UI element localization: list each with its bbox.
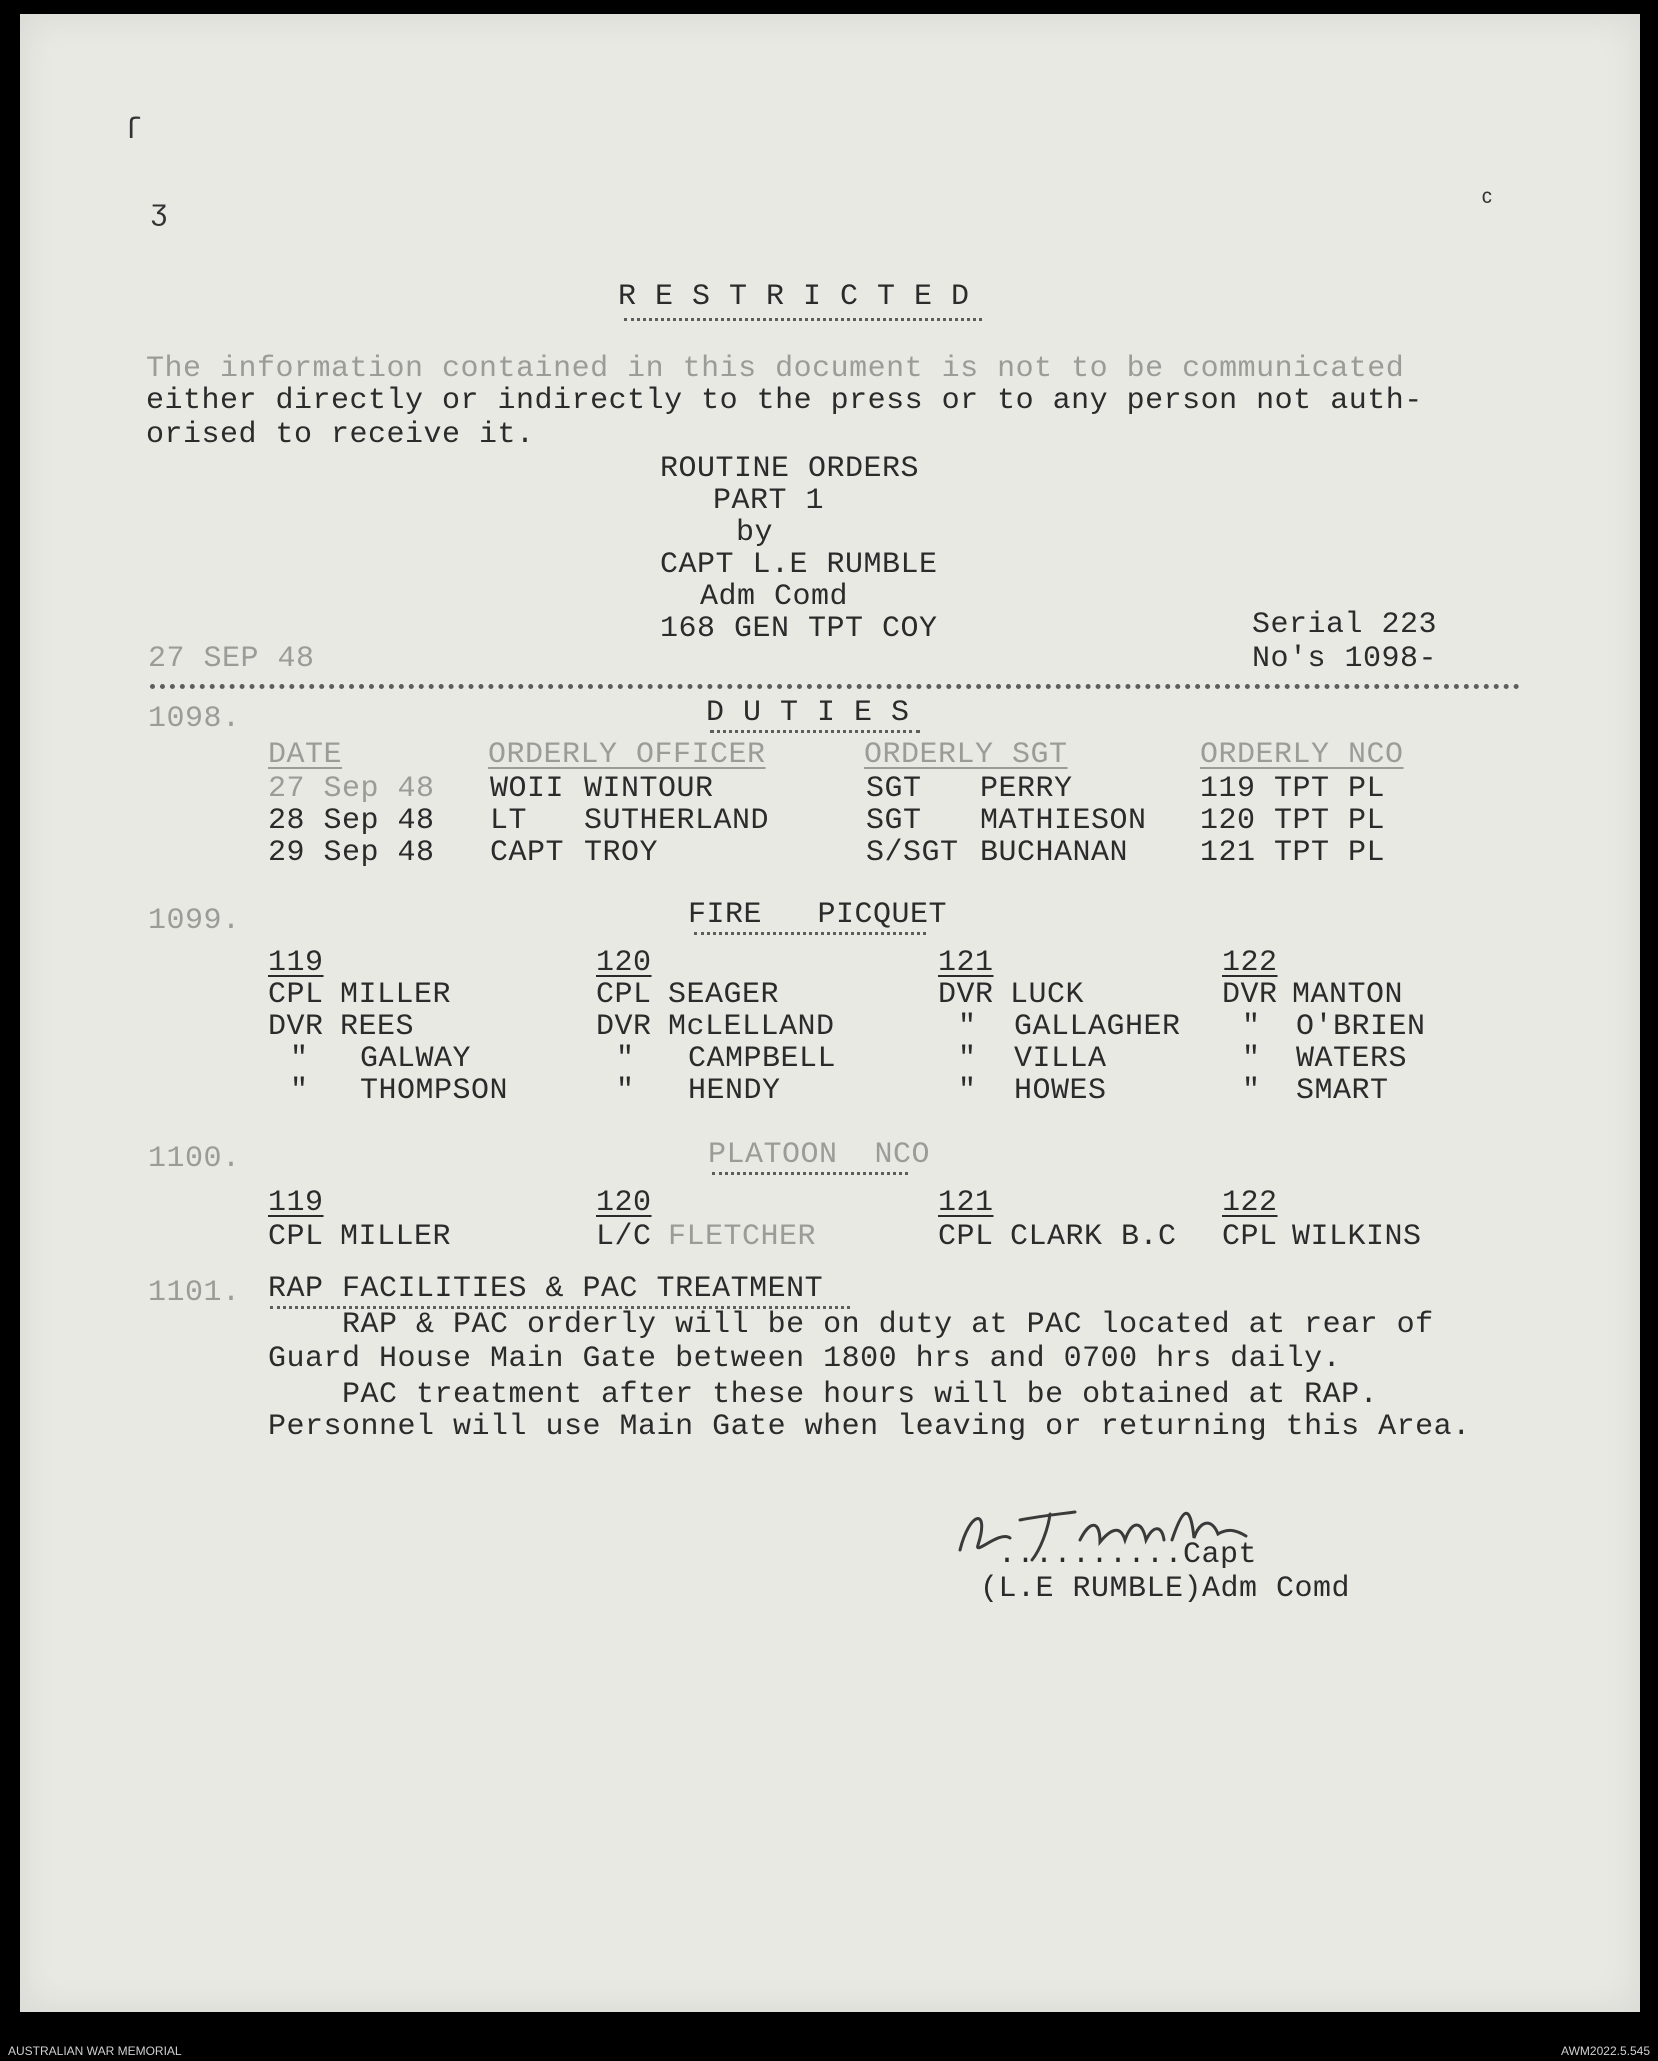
ditto-mark: " xyxy=(616,1042,635,1076)
ditto-mark: " xyxy=(1242,1010,1261,1044)
paragraph-line: Personnel will use Main Gate when leaving or returning this Area. xyxy=(268,1410,1471,1444)
signatory-name: (L.E RUMBLE)Adm Comd xyxy=(980,1572,1351,1606)
cell-sgt-rank: SGT xyxy=(866,804,922,838)
name: GALLAGHER xyxy=(1014,1010,1181,1044)
column-header: ORDERLY SGT xyxy=(864,738,1068,772)
cell-sgt-name: PERRY xyxy=(980,772,1073,806)
notice-line: The information contained in this document is not to be communicated xyxy=(146,352,1405,386)
serial-number: Serial 223 xyxy=(1252,608,1438,642)
cell-officer-rank: WOII xyxy=(490,772,565,806)
rank: L/C xyxy=(596,1220,652,1254)
name: WILKINS xyxy=(1292,1220,1422,1254)
cell-sgt-name: BUCHANAN xyxy=(980,836,1129,870)
name: WATERS xyxy=(1296,1042,1408,1076)
title-line: 168 GEN TPT COY xyxy=(660,612,938,646)
cell-officer-name: WINTOUR xyxy=(584,772,714,806)
order-numbers: No's 1098- xyxy=(1252,642,1438,676)
notice-line: either directly or indirectly to the press or to any person not auth- xyxy=(146,384,1423,418)
ditto-mark: " xyxy=(958,1010,977,1044)
name: MANTON xyxy=(1292,978,1404,1012)
unit-number: 120 xyxy=(596,946,652,980)
name: THOMPSON xyxy=(360,1074,509,1108)
unit-number: 122 xyxy=(1222,946,1278,980)
name: REES xyxy=(340,1010,415,1044)
cell-sgt-name: MATHIESON xyxy=(980,804,1147,838)
rank: DVR xyxy=(268,1010,324,1044)
section-heading: D U T I E S xyxy=(706,696,910,730)
unit-number: 119 xyxy=(268,1186,324,1220)
cell-officer-name: TROY xyxy=(584,836,659,870)
cell-officer-rank: LT xyxy=(490,804,528,838)
cell-date: 28 Sep 48 xyxy=(268,804,435,838)
archive-credit: AUSTRALIAN WAR MEMORIAL xyxy=(8,2044,182,2058)
classification-heading: R E S T R I C T E D xyxy=(618,280,970,314)
order-number: 1099. xyxy=(148,904,241,938)
punch-mark: ʒ xyxy=(150,196,169,230)
title-line: CAPT L.E RUMBLE xyxy=(660,548,938,582)
paragraph-line: Guard House Main Gate between 1800 hrs and 0700 hrs daily. xyxy=(268,1342,1342,1376)
name: SMART xyxy=(1296,1074,1389,1108)
title-line: PART 1 xyxy=(713,484,825,518)
heading-dots xyxy=(710,730,920,733)
order-number: 1101. xyxy=(148,1276,241,1310)
title-line: by xyxy=(736,516,774,550)
document-page xyxy=(20,14,1640,2012)
name: FLETCHER xyxy=(668,1220,817,1254)
document-date: 27 SEP 48 xyxy=(148,642,315,676)
punch-mark: ſ xyxy=(124,114,143,148)
cell-date: 27 Sep 48 xyxy=(268,772,435,806)
name: VILLA xyxy=(1014,1042,1107,1076)
name: HOWES xyxy=(1014,1074,1107,1108)
rank: CPL xyxy=(1222,1220,1278,1254)
section-divider xyxy=(150,684,1520,689)
column-header: ORDERLY NCO xyxy=(1200,738,1404,772)
rank: CPL xyxy=(268,978,324,1012)
section-heading: PLATOON NCO xyxy=(708,1138,931,1172)
name: MILLER xyxy=(340,978,452,1012)
unit-number: 120 xyxy=(596,1186,652,1220)
cell-officer-rank: CAPT xyxy=(490,836,565,870)
cell-sgt-rank: SGT xyxy=(866,772,922,806)
signature-dots: ..........Capt xyxy=(998,1538,1258,1572)
ditto-mark: " xyxy=(290,1042,309,1076)
punch-mark: ᶜ xyxy=(1478,186,1497,220)
paragraph-line: PAC treatment after these hours will be obtained at RAP. xyxy=(268,1378,1379,1412)
rank: DVR xyxy=(938,978,994,1012)
name: SEAGER xyxy=(668,978,780,1012)
heading-dots xyxy=(694,932,926,935)
unit-number: 121 xyxy=(938,946,994,980)
notice-line: orised to receive it. xyxy=(146,418,535,452)
unit-number: 119 xyxy=(268,946,324,980)
ditto-mark: " xyxy=(958,1042,977,1076)
unit-number: 121 xyxy=(938,1186,994,1220)
column-header: ORDERLY OFFICER xyxy=(488,738,766,772)
rank: CPL xyxy=(268,1220,324,1254)
column-header: DATE xyxy=(268,738,343,772)
unit-number: 122 xyxy=(1222,1186,1278,1220)
paragraph-line: RAP & PAC orderly will be on duty at PAC located at rear of xyxy=(268,1308,1434,1342)
ditto-mark: " xyxy=(616,1074,635,1108)
ditto-mark: " xyxy=(958,1074,977,1108)
cell-nco: 119 TPT PL xyxy=(1200,772,1386,806)
order-number: 1098. xyxy=(148,702,241,736)
rank: CPL xyxy=(938,1220,994,1254)
rank: CPL xyxy=(596,978,652,1012)
order-number: 1100. xyxy=(148,1142,241,1176)
name: LUCK xyxy=(1010,978,1085,1012)
ditto-mark: " xyxy=(290,1074,309,1108)
ditto-mark: " xyxy=(1242,1074,1261,1108)
cell-nco: 120 TPT PL xyxy=(1200,804,1386,838)
cell-nco: 121 TPT PL xyxy=(1200,836,1386,870)
cell-sgt-rank: S/SGT xyxy=(866,836,959,870)
name: McLELLAND xyxy=(668,1010,835,1044)
section-heading: FIRE PICQUET xyxy=(688,898,948,932)
name: HENDY xyxy=(688,1074,781,1108)
name: MILLER xyxy=(340,1220,452,1254)
heading-dots xyxy=(624,318,982,321)
name: GALWAY xyxy=(360,1042,472,1076)
name: CAMPBELL xyxy=(688,1042,837,1076)
cell-officer-name: SUTHERLAND xyxy=(584,804,770,838)
ditto-mark: " xyxy=(1242,1042,1261,1076)
heading-dots xyxy=(712,1172,908,1175)
section-heading: RAP FACILITIES & PAC TREATMENT xyxy=(268,1272,824,1306)
cell-date: 29 Sep 48 xyxy=(268,836,435,870)
title-line: ROUTINE ORDERS xyxy=(660,452,920,486)
title-line: Adm Comd xyxy=(700,580,849,614)
rank: DVR xyxy=(596,1010,652,1044)
archive-reference: AWM2022.5.545 xyxy=(1561,2044,1650,2058)
name: CLARK B.C xyxy=(1010,1220,1177,1254)
name: O'BRIEN xyxy=(1296,1010,1426,1044)
rank: DVR xyxy=(1222,978,1278,1012)
